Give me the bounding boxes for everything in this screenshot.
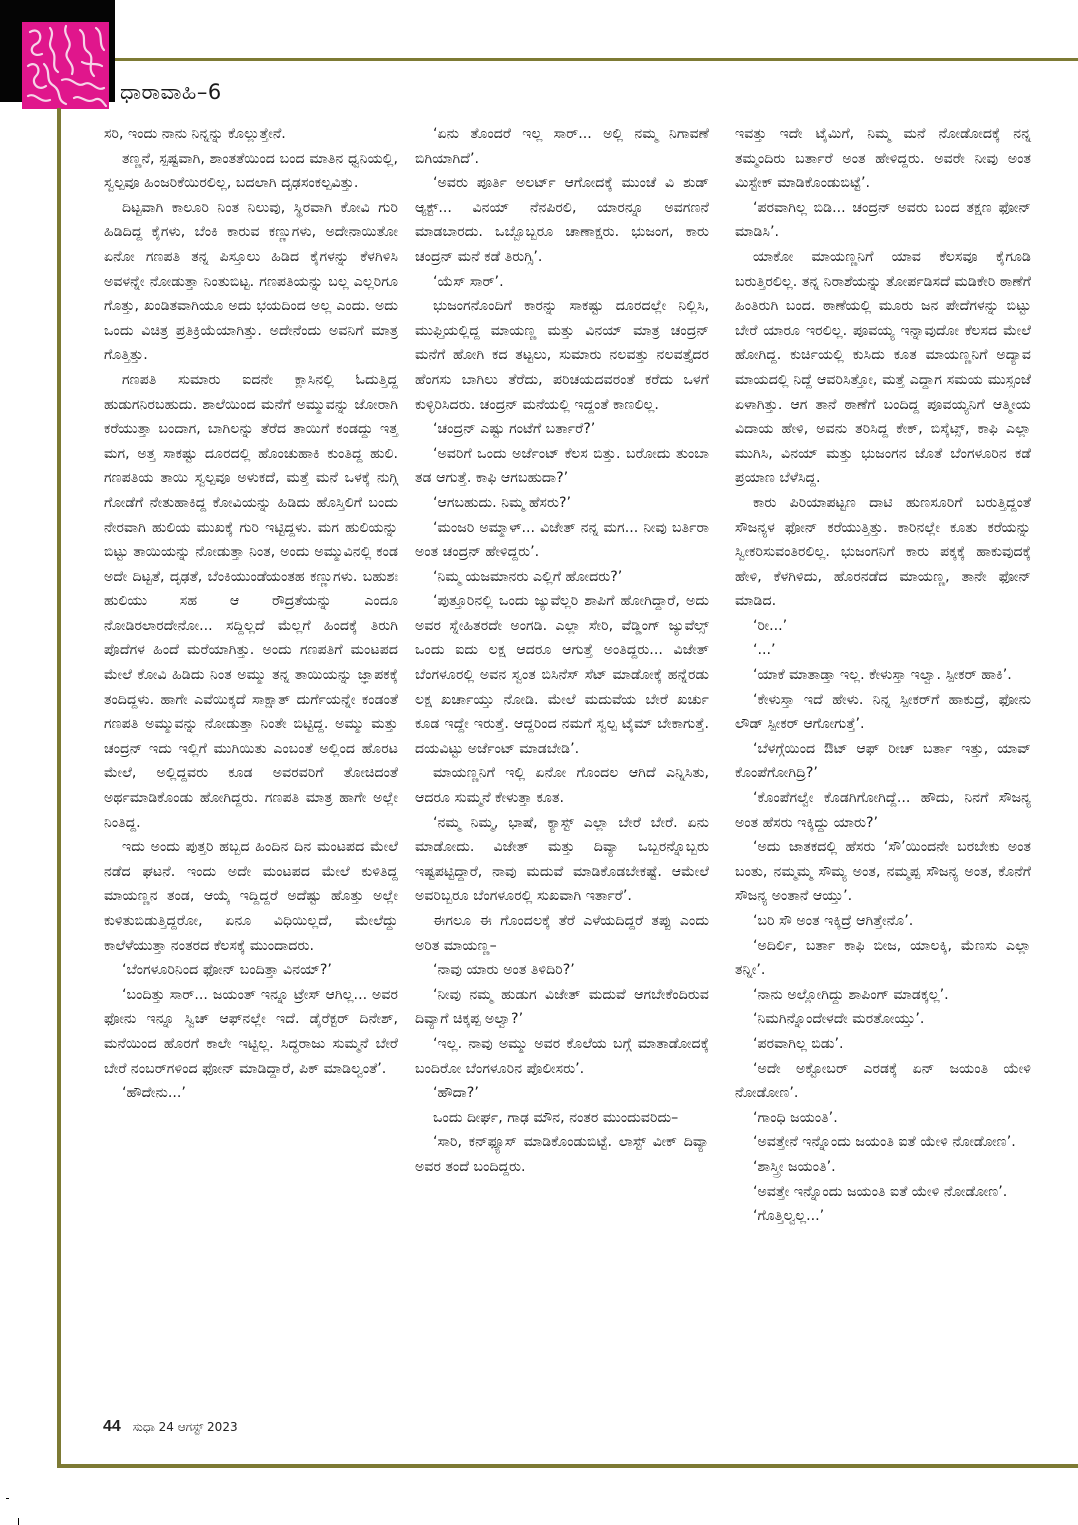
paragraph: ‘ಯೆಸ್ ಸಾರ್’. (433, 273, 504, 290)
article-column-2 (415, 122, 709, 1180)
page-number: 44 (103, 1418, 121, 1435)
paragraph: ‘ನಾವು ಯಾರು ಅಂತ ತಿಳಿದಿರಿ?’ (433, 962, 575, 979)
paragraph: ‘ಹೌದೇನು...’ (122, 1085, 186, 1102)
paragraph: ‘ಬರಿ ಸೌ ಅಂತ ಇಕ್ಕಿದ್ರೆ ಆಗಿತ್ತೇನೊ’. (753, 913, 914, 929)
paragraph: ‘ಏನು ತೊಂದರೆ ಇಲ್ಲ ಸಾರ್... ಅಲ್ಲಿ ನಮ್ಮ ನಿಗಾವಣೆ ಬಿಗಿಯಾಗಿದೆ’. (415, 126, 709, 167)
paragraph: ತಣ್ಣನೆ, ಸ್ಪಷ್ಟವಾಗಿ, ಶಾಂತತೆಯಿಂದ ಬಂದ ಮಾತಿನ ಧ್ವನಿಯಲ್ಲಿ, ಸ್ವಲ್ಪವೂ ಹಿಂಜರಿಕೆಯಿರಲಿಲ್ಲ, ಬದಲಾಗಿ ದೃಢಸಂಕಲ್ಪವಿತ್ತು. (104, 150, 398, 192)
paragraph: ‘ಆಗಬಹುದು. ನಿಮ್ಮ ಹೆಸರು?’ (433, 494, 572, 511)
paragraph: ‘ಅವರು ಪೂರ್ತಿ ಅಲರ್ಟ್ ಆಗೋದಕ್ಕೆ ಮುಂಚೆ ವಿ ಶುಡ್ ಆ್ಯಕ್ಟ್... ವಿನಯ್ ನೆನಪಿರಲಿ, ಯಾರನ್ನೂ ಅವಗಣನೆ ಮಾಡಬಾರದು. ಒಬ್ಬೊಬ್ಬರೂ ಚಾಣಾಕ್ಷರು. ಭುಜಂಗ, ಕಾರು ಚಂದ್ರನ್ ಮನೆ ಕಡೆ ತಿರುಗ್ಸಿ’. (415, 175, 709, 265)
paragraph: ‘ಯಾಕೆ ಮಾತಾಡ್ತಾ ಇಲ್ಲ. ಕೇಳುಸ್ತಾ ಇಲ್ವಾ. ಸ್ಪೀಕರ್ ಹಾಕಿ’. (753, 667, 1012, 684)
page-footer (103, 1418, 238, 1436)
paragraph: ದಿಟ್ಟವಾಗಿ ಕಾಲೂರಿ ನಿಂತ ನಿಲುವು, ಸ್ಥಿರವಾಗಿ ಕೋವಿ ಗುರಿ ಹಿಡಿದಿದ್ದ ಕೈಗಳು, ಬೆಂಕಿ ಕಾರುವ ಕಣ್ಣುಗಳು, ಅದೇನಾಯಿತೋ ಏನೋ ಗಣಪತಿ ತನ್ನ ಪಿಸ್ತೂಲು ಹಿಡಿದ ಕೈಗಳನ್ನು ಕೆಳಗಿಳಿಸಿ ಅವಳನ್ನೇ ನೋಡುತ್ತಾ ನಿಂತುಬಿಟ್ಟ. ಗಣಪತಿಯನ್ನು ಬಲ್ಲ ಎಲ್ಲರಿಗೂ ಗೊತ್ತು, ಖಂಡಿತವಾಗಿಯೂ ಅದು ಭಯದಿಂದ ಅಲ್ಲ ಎಂದು. ಅದು ಒಂದು ವಿಚಿತ್ರ ಪ್ರತಿಕ್ರಿಯೆಯಾಗಿತ್ತು. ಅದೇನೆಂದು ಅವನಿಗೆ ಮಾತ್ರ ಗೊತ್ತಿತ್ತು. (104, 199, 398, 364)
paragraph: ‘ಬೆಂಗಳೂರಿನಿಂದ ಫೋನ್ ಬಂದಿತ್ತಾ ವಿನಯ್?’ (122, 962, 332, 979)
frame-bottom-rule (57, 1464, 1078, 1468)
paragraph: ‘ಅದಿರ್ಲಿ, ಬರ್ತಾ ಕಾಫಿ ಬೀಜ, ಯಾಲಕ್ಕಿ, ಮೆಣಸು ಎಲ್ಲಾ ತನ್ನೀ’. (735, 937, 1031, 979)
paragraph: ‘ಕೇಳುಸ್ತಾ ಇದೆ ಹೇಳು. ನಿನ್ನ ಸ್ಪೀಕರ್‌ಗೆ ಹಾಕುದ್ರೆ, ಫೋನು ಲೌಡ್ ಸ್ಪೀಕರ್ ಆಗೋಗುತ್ತೆ’. (735, 691, 1031, 733)
paragraph: ‘...’ (753, 642, 776, 659)
paragraph: ‘ಕೊಂಪೆಗಲ್ವೇ ಕೊಡಗಿಗೋಗಿದ್ದೆ... ಹೌದು, ನಿನಗೆ ಸೌಜನ್ಯ ಅಂತ ಹೆಸರು ಇಕ್ಕಿದ್ದು ಯಾರು?’ (735, 790, 1031, 831)
paragraph: ಈಗಲೂ ಈ ಗೊಂದಲಕ್ಕೆ ತೆರೆ ಎಳೆಯದಿದ್ದರೆ ತಪ್ಪು ಎಂದು ಅರಿತ ಮಾಯಣ್ಣ– (415, 913, 709, 954)
paragraph: ‘ಗಾಂಧಿ ಜಯಂತಿ’. (753, 1109, 838, 1126)
paragraph: ‘ಅದೇ ಅಕ್ಟೋಬರ್ ಎರಡಕ್ಕೆ ಏನ್ ಜಯಂತಿ ಯೇಳಿ ನೋಡೋಣ’. (735, 1060, 1031, 1102)
paragraph: ‘ಹೌದಾ?’ (433, 1085, 479, 1102)
crop-mark (18, 1518, 19, 1525)
pink-squiggle-pattern-icon (22, 22, 109, 109)
paragraph: ‘ನೀವು ನಮ್ಮ ಹುಡುಗ ವಿಜೇತ್ ಮದುವೆ ಆಗಬೇಕೆಂದಿರುವ ದಿವ್ಯಾಗೆ ಚಿಕ್ಕಪ್ಪ ಅಲ್ವಾ?’ (415, 986, 709, 1028)
paragraph: ‘ನಾನು ಅಲ್ಲೋಗಿದ್ದು ಶಾಪಿಂಗ್ ಮಾಡಕ್ಕಲ್ಲ’. (753, 986, 949, 1003)
paragraph: ‘ನಿಮಗಿನ್ನೊಂದೇಳದೇ ಮರತೋಯ್ತು’. (753, 1011, 925, 1028)
frame-left-rule (57, 108, 61, 1468)
paragraph: ಯಾಕೋ ಮಾಯಣ್ಣನಿಗೆ ಯಾವ ಕೆಲಸವೂ ಕೈಗೂಡಿ ಬರುತ್ತಿರಲಿಲ್ಲ. ತನ್ನ ನಿರಾಶೆಯನ್ನು ತೋರ್ಪಡಿಸದೆ ಮಡಿಕೇರಿ ಠಾಣೆಗೆ ಹಿಂತಿರುಗಿ ಬಂದ. ಠಾಣೆಯಲ್ಲಿ ಮೂರು ಜನ ಪೇದೆಗಳನ್ನು ಬಿಟ್ಟು ಬೇರೆ ಯಾರೂ ಇರಲಿಲ್ಲ. ಪೂವಯ್ಯ ಇನ್ನಾವುದೋ ಕೆಲಸದ ಮೇಲೆ ಹೋಗಿದ್ದ. ಕುರ್ಚಿಯಲ್ಲಿ ಕುಸಿದು ಕೂತ ಮಾಯಣ್ಣನಿಗೆ ಅದ್ಯಾವ ಮಾಯದಲ್ಲಿ ನಿದ್ದೆ ಆವರಿಸಿತ್ತೋ, ಮತ್ತೆ ಎದ್ದಾಗ ಸಮಯ ಮುಸ್ಸಂಜೆ ಏಳಾಗಿತ್ತು. ಆಗ ತಾನೆ ಠಾಣೆಗೆ ಬಂದಿದ್ದ ಪೂವಯ್ಯನಿಗೆ ಆತ್ಮೀಯ ವಿದಾಯ ಹೇಳಿ, ಅವನು ತರಿಸಿದ್ದ ಕೇಕ್, ಬಿಸ್ಕೆಟ್ಸ್, ಕಾಫಿ ಎಲ್ಲಾ ಮುಗಿಸಿ, ವಿನಯ್ ಮತ್ತು ಭುಜಂಗನ ಜೊತೆ ಬೆಂಗಳೂರಿನ ಕಡೆ ಪ್ರಯಾಣ ಬೆಳೆಸಿದ್ದ. (735, 248, 1031, 487)
paragraph: ಕಾರು ಪಿರಿಯಾಪಟ್ಟಣ ದಾಟಿ ಹುಣಸೂರಿಗೆ ಬರುತ್ತಿದ್ದಂತೆ ಸೌಜನ್ಯಳ ಫೋನ್ ಕರೆಯುತ್ತಿತ್ತು. ಕಾರಿನಲ್ಲೇ ಕೂತು ಕರೆಯನ್ನು ಸ್ವೀಕರಿಸುವಂತಿರಲಿಲ್ಲ. ಭುಜಂಗನಿಗೆ ಕಾರು ಪಕ್ಕಕ್ಕೆ ಹಾಕುವುದಕ್ಕೆ ಹೇಳಿ, ಕೆಳಗಿಳಿದು, ಹೊರನಡೆದ ಮಾಯಣ್ಣ, ತಾನೇ ಫೋನ್ ಮಾಡಿದ. (735, 494, 1031, 610)
article-column-1 (104, 122, 398, 1106)
paragraph: ‘ಬೆಳಗ್ಗೆಯಿಂದ ಔಟ್ ಆಫ್ ರೀಚ್ ಬರ್ತಾ ಇತ್ತು, ಯಾವ್ ಕೊಂಪೆಗೋಗಿದ್ರಿ?’ (735, 740, 1031, 782)
paragraph: ಇವತ್ತು ಇದೇ ಟೈಮಿಗೆ, ನಿಮ್ಮ ಮನೆ ನೋಡೋದಕ್ಕೆ ನನ್ನ ತಮ್ಮಂದಿರು ಬರ್ತಾರೆ ಅಂತ ಹೇಳಿದ್ದರು. ಅವರೇ ನೀವು ಅಂತ ಮಿಸ್ಟೇಕ್ ಮಾಡಿಕೊಂಡುಬಿಟ್ಟೆ’. (735, 126, 1031, 192)
paragraph: ‘ಇಲ್ಲ. ನಾವು ಅಮ್ಮು ಅವರ ಕೊಲೆಯ ಬಗ್ಗೆ ಮಾತಾಡೋದಕ್ಕೆ ಬಂದಿರೋ ಬೆಂಗಳೂರಿನ ಪೊಲೀಸರು’. (415, 1035, 709, 1077)
paragraph: ಸರಿ, ಇಂದು ನಾನು ನಿನ್ನನ್ನು ಕೊಲ್ಲುತ್ತೇನೆ. (104, 126, 286, 142)
paragraph: ‘ಪುತ್ತೂರಿನಲ್ಲಿ ಒಂದು ಜ್ಯುವೆಲ್ಲರಿ ಶಾಪಿಗೆ ಹೋಗಿದ್ದಾರೆ, ಅದು ಅವರ ಸ್ನೇಹಿತರದೇ ಅಂಗಡಿ. ಎಲ್ಲಾ ಸೇರಿ, ವೆಡ್ಡಿಂಗ್ ಜ್ಯುವೆಲ್ಸ್ ಒಂದು ಐದು ಲಕ್ಷ ಆದರೂ ಆಗುತ್ತೆ ಅಂತಿದ್ದರು... ವಿಜೇತ್ ಬೆಂಗಳೂರಲ್ಲಿ ಅವನ ಸ್ವಂತ ಬಿಸಿನೆಸ್ ಸೆಟ್ ಮಾಡೋಕ್ಕೆ ಹನ್ನೆರಡು ಲಕ್ಷ ಖರ್ಚಾಯ್ತು ನೋಡಿ. ಮೇಲೆ ಮದುವೆಯ ಬೇರೆ ಖರ್ಚು ಕೂಡ ಇದ್ದೇ ಇರುತ್ತೆ. ಆದ್ದರಿಂದ ನಮಗೆ ಸ್ವಲ್ಪ ಟೈಮ್ ಬೇಕಾಗುತ್ತೆ. ದಯವಿಟ್ಟು ಅರ್ಜೆಂಟ್ ಮಾಡಬೇಡಿ’. (415, 593, 709, 757)
paragraph: ‘ಅವತ್ತೇ ಇನ್ನೊಂದು ಜಯಂತಿ ಐತೆ ಯೇಳಿ ನೋಡೋಣ’. (753, 1183, 1008, 1200)
frame-top-rule (115, 58, 1078, 61)
paragraph: ‘ಮಂಜರಿ ಅಮ್ಮಾಳ್... ವಿಜೇತ್ ನನ್ನ ಮಗ... ನೀವು ಬರ್ತಿರಾ ಅಂತ ಚಂದ್ರನ್ ಹೇಳಿದ್ದರು’. (415, 519, 709, 561)
paragraph: ‘ಅವತ್ತೇನೆ ಇನ್ನೊಂದು ಜಯಂತಿ ಐತೆ ಯೇಳಿ ನೋಡೋಣ’. (753, 1134, 1016, 1151)
publication-date: ಸುಧಾ 24 ಆಗಸ್ಟ್ 2023 (132, 1420, 238, 1434)
paragraph: ‘ಸಾರಿ, ಕನ್‌ಫ್ಯೂಸ್ ಮಾಡಿಕೊಂಡುಬಿಟ್ಟೆ. ಲಾಸ್ಟ್ ವೀಕ್ ದಿವ್ಯಾ ಅವರ ತಂದೆ ಬಂದಿದ್ದರು. (415, 1134, 709, 1175)
paragraph: ‘ಗೊತ್ತಿಲ್ವಲ್ಲ...’ (753, 1208, 825, 1225)
paragraph: ಮಾಯಣ್ಣನಿಗೆ ಇಲ್ಲಿ ಏನೋ ಗೊಂದಲ ಆಗಿದೆ ಎನ್ನಿಸಿತು, ಆದರೂ ಸುಮ್ಮನೆ ಕೇಳುತ್ತಾ ಕೂತ. (415, 765, 709, 807)
section-title: ಧಾರಾವಾಹಿ–6 (120, 80, 222, 104)
paragraph: ‘ಬಂದಿತ್ತು ಸಾರ್... ಜಯಂತ್ ಇನ್ನೂ ಟ್ರೇಸ್ ಆಗಿಲ್ಲ... ಅವರ ಫೋನು ಇನ್ನೂ ಸ್ವಿಚ್ ಆಫ್‌ನಲ್ಲೇ ಇದೆ. ಡೈರೆಕ್ಟರ್ ದಿನೇಶ್, ಮನೆಯಿಂದ ಹೊರಗೆ ಕಾಲೇ ಇಟ್ಟಿಲ್ಲ. ಸಿದ್ಧರಾಜು ಸುಮ್ಮನೆ ಬೇರೆ ಬೇರೆ ನಂಬರ್‌ಗಳಿಂದ ಫೋನ್ ಮಾಡಿದ್ದಾರೆ, ಪಿಕ್ ಮಾಡಿಲ್ವಂತೆ’. (104, 986, 398, 1077)
paragraph: ಒಂದು ದೀರ್ಘ, ಗಾಢ ಮೌನ, ನಂತರ ಮುಂದುವರಿದು– (433, 1109, 679, 1126)
paragraph: ಗಣಪತಿ ಸುಮಾರು ಐದನೇ ಕ್ಲಾಸಿನಲ್ಲಿ ಓದುತ್ತಿದ್ದ ಹುಡುಗನಿರಬಹುದು. ಶಾಲೆಯಿಂದ ಮನೆಗೆ ಅಮ್ಮುವನ್ನು ಜೋರಾಗಿ ಕರೆಯುತ್ತಾ ಬಂದಾಗ, ಬಾಗಿಲನ್ನು ತೆರೆದ ತಾಯಿಗೆ ಕಂಡದ್ದು ಇತ್ತ ಮಗ, ಅತ್ತ ಸಾಕಷ್ಟು ದೂರದಲ್ಲಿ ಹೊಂಚುಹಾಕಿ ಕುಂತಿದ್ದ ಹುಲಿ. ಗಣಪತಿಯ ತಾಯಿ ಸ್ವಲ್ಪವೂ ಅಳುಕದೆ, ಮತ್ತೆ ಮನೆ ಒಳಕ್ಕೆ ನುಗ್ಗಿ ಗೋಡೆಗೆ ನೇತುಹಾಕಿದ್ದ ಕೋವಿಯನ್ನು ಹಿಡಿದು ಹೊಸ್ತಿಲಿಗೆ ಬಂದು ನೇರವಾಗಿ ಹುಲಿಯ ಮುಖಕ್ಕೆ ಗುರಿ ಇಟ್ಟಿದ್ದಳು. ಮಗ ಹುಲಿಯನ್ನು ಬಿಟ್ಟು ತಾಯಿಯನ್ನು ನೋಡುತ್ತಾ ನಿಂತ, ಅಂದು ಅಮ್ಮುವಿನಲ್ಲಿ ಕಂಡ ಅದೇ ದಿಟ್ಟತೆ, ದೃಢತೆ, ಬೆಂಕಿಯುಂಡೆಯಂತಹ ಕಣ್ಣುಗಳು. ಬಹುಶಃ ಹುಲಿಯು ಸಹ ಆ ರೌದ್ರತೆಯನ್ನು ಎಂದೂ ನೋಡಿರಲಾರದೇನೋ... ಸದ್ದಿಲ್ಲದೆ ಮೆಲ್ಲಗೆ ಹಿಂದಕ್ಕೆ ತಿರುಗಿ ಪೊದೆಗಳ ಹಿಂದೆ ಮರೆಯಾಗಿತ್ತು. ಅಂದು ಗಣಪತಿಗೆ ಮಂಟಪದ ಮೇಲೆ ಕೋವಿ ಹಿಡಿದು ನಿಂತ ಅಮ್ಮು ತನ್ನ ತಾಯಿಯನ್ನು ಜ್ಞಾಪಕಕ್ಕೆ ತಂದಿದ್ದಳು. ಹಾಗೇ ಎವೆಯಿಕ್ಕದೆ ಸಾಕ್ಷಾತ್ ದುರ್ಗೆಯನ್ನೇ ಕಂಡಂತೆ ಗಣಪತಿ ಅಮ್ಮುವನ್ನು ನೋಡುತ್ತಾ ನಿಂತೇ ಬಿಟ್ಟಿದ್ದ. ಅಮ್ಮು ಮತ್ತು ಚಂದ್ರನ್ ಇದು ಇಲ್ಲಿಗೆ ಮುಗಿಯಿತು ಎಂಬಂತೆ ಅಲ್ಲಿಂದ ಹೊರಟ ಮೇಲೆ, ಅಲ್ಲಿದ್ದವರು ಕೂಡ ಅವರವರಿಗೆ ತೋಚಿದಂತೆ ಅರ್ಥಮಾಡಿಕೊಂಡು ಹೋಗಿದ್ದರು. ಗಣಪತಿ ಮಾತ್ರ ಹಾಗೇ ಅಲ್ಲೇ ನಿಂತಿದ್ದ. (104, 371, 398, 831)
paragraph: ‘ಪರವಾಗಿಲ್ಲ ಬಿಡಿ... ಚಂದ್ರನ್ ಅವರು ಬಂದ ತಕ್ಷಣ ಫೋನ್ ಮಾಡಿಸಿ’. (735, 199, 1031, 241)
paragraph: ‘ಪರವಾಗಿಲ್ಲ ಬಿಡು’. (753, 1035, 844, 1052)
paragraph: ಇದು ಅಂದು ಪುತ್ತರಿ ಹಬ್ಬದ ಹಿಂದಿನ ದಿನ ಮಂಟಪದ ಮೇಲೆ ನಡೆದ ಘಟನೆ. ಇಂದು ಅದೇ ಮಂಟಪದ ಮೇಲೆ ಕುಳಿತಿದ್ದ ಮಾಯಣ್ಣನ ತಂಡ, ಆಯ್ಕೆ ಇದ್ದಿದ್ದರೆ ಅದೆಷ್ಟು ಹೊತ್ತು ಅಲ್ಲೇ ಕುಳಿತುಬಿಡುತ್ತಿದ್ದರೋ, ಏನೂ ವಿಧಿಯಿಲ್ಲದೆ, ಮೇಲೆದ್ದು ಕಾಲೆಳೆಯುತ್ತಾ ನಂತರದ ಕೆಲಸಕ್ಕೆ ಮುಂದಾದರು. (104, 839, 398, 954)
paragraph: ‘ನಿಮ್ಮ ಯಜಮಾನರು ಎಲ್ಲಿಗೆ ಹೋದರು?’ (433, 568, 623, 585)
paragraph: ಭುಜಂಗನೊಂದಿಗೆ ಕಾರನ್ನು ಸಾಕಷ್ಟು ದೂರದಲ್ಲೇ ನಿಲ್ಲಿಸಿ, ಮುಫ್ತಿಯಲ್ಲಿದ್ದ ಮಾಯಣ್ಣ ಮತ್ತು ವಿನಯ್ ಮಾತ್ರ ಚಂದ್ರನ್ ಮನೆಗೆ ಹೋಗಿ ಕದ ತಟ್ಟಲು, ಸುಮಾರು ನಲವತ್ತು ನಲವತ್ತೈದರ ಹೆಂಗಸು ಬಾಗಿಲು ತೆರೆದು, ಪರಿಚಯದವರಂತೆ ಕರೆದು ಒಳಗೆ ಕುಳ್ಳಿರಿಸಿದರು. ಚಂದ್ರನ್ ಮನೆಯಲ್ಲಿ ಇದ್ದಂತೆ ಕಾಣಲಿಲ್ಲ. (415, 298, 709, 413)
paragraph: ‘ನಮ್ಮ ನಿಮ್ಮ, ಭಾಷೆ, ಕ್ಯಾಸ್ಟ್ ಎಲ್ಲಾ ಬೇರೆ ಬೇರೆ. ಏನು ಮಾಡೋದು. ವಿಜೇತ್ ಮತ್ತು ದಿವ್ಯಾ ಒಬ್ಬರನ್ನೊಬ್ಬರು ಇಷ್ಟಪಟ್ಟಿದ್ದಾರೆ, ನಾವು ಮದುವೆ ಮಾಡಿಕೊಡಬೇಕಷ್ಟೆ. ಆಮೇಲೆ ಅವರಿಬ್ಬರೂ ಬೆಂಗಳೂರಲ್ಲಿ ಸುಖವಾಗಿ ಇರ್ತಾರೆ’. (415, 814, 709, 905)
paragraph: ‘ಶಾಸ್ತ್ರೀ ಜಯಂತಿ’. (753, 1158, 836, 1175)
crop-mark (6, 1498, 9, 1499)
paragraph: ‘ಅವರಿಗೆ ಒಂದು ಅರ್ಜೆಂಟ್ ಕೆಲಸ ಬಿತ್ತು. ಬರೋದು ತುಂಬಾ ತಡ ಆಗುತ್ತೆ. ಕಾಫಿ ಆಗಬಹುದಾ?’ (415, 445, 709, 487)
article-column-3 (735, 122, 1031, 1229)
paragraph: ‘ರೀ...’ (753, 617, 788, 634)
paragraph: ‘ಚಂದ್ರನ್ ಎಷ್ಟು ಗಂಟೆಗೆ ಬರ್ತಾರೆ?’ (433, 421, 596, 438)
paragraph: ‘ಅದು ಜಾತಕದಲ್ಲಿ ಹೆಸರು ‘ಸೌ’ಯಿಂದನೇ ಬರಬೇಕು ಅಂತ ಬಂತು, ನಮ್ಮಮ್ಮ ಸೌಮ್ಯ ಅಂತ, ನಮ್ಮಪ್ಪ ಸೌಜನ್ಯ ಅಂತ, ಕೊನೆಗೆ ಸೌಜನ್ಯ ಅಂತಾನೆ ಆಯ್ತು’. (735, 839, 1031, 905)
